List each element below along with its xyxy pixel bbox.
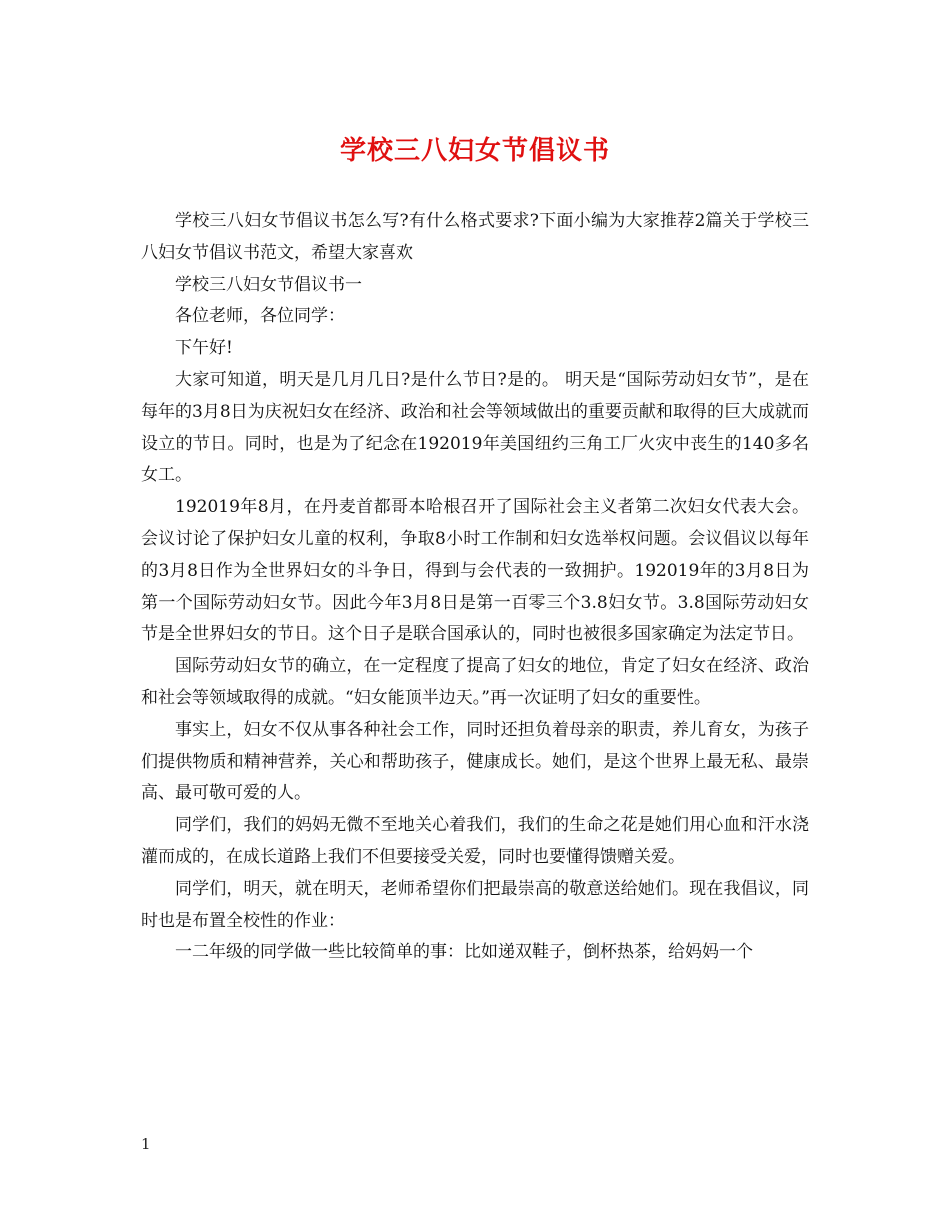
paragraph: 大家可知道，明天是几月几日?是什么节日?是的。 明天是“国际劳动妇女节”，是在每年的3月8日为庆祝妇女在经济、政治和社会等领域做出的重要贡献和取得的巨大成就而设立的节日。同时，也是为了纪念在192019年美国纽约三角工厂火灾中丧生的140多名女工。 [141, 369, 809, 486]
page-number: 1 [141, 1135, 151, 1153]
paragraph: 国际劳动妇女节的确立，在一定程度了提高了妇女的地位，肯定了妇女在经济、政治和社会等领域取得的成就。“妇女能顶半边天。”再一次证明了妇女的重要性。 [141, 656, 809, 708]
paragraph: 192019年8月，在丹麦首都哥本哈根召开了国际社会主义者第二次妇女代表大会。会议讨论了保护妇女儿童的权利，争取8小时工作制和妇女选举权问题。会议倡议以每年的3月8日作为全世界妇女的斗争日，得到与会代表的一致拥护。192019年的3月8日为第一个国际劳动妇女节。因此今年3月8日是第一百零三个3.8妇女节。3.8国际劳动妇女节是全世界妇女的节日。这个日子是联合国承认的，同时也被很多国家确定为法定节日。 [141, 497, 809, 645]
document-title: 学校三八妇女节倡议书 [339, 136, 610, 166]
paragraph-salutation: 各位老师，各位同学： [175, 306, 345, 327]
paragraph: 一二年级的同学做一些比较简单的事：比如递双鞋子，倒杯热茶，给妈妈一个 [175, 942, 753, 963]
paragraph-greeting: 下午好! [175, 338, 233, 359]
paragraph: 事实上，妇女不仅从事各种社会工作，同时还担负着母亲的职责，养儿育女，为孩子们提供物质和精神营养，关心和帮助孩子，健康成长。她们，是这个世界上最无私、最崇高、最可敬可爱的人。 [141, 719, 809, 804]
document-body [141, 206, 809, 969]
paragraph: 同学们，明天，就在明天，老师希望你们把最崇高的敬意送给她们。现在我倡议，同时也是布置全校性的作业： [141, 878, 809, 931]
paragraph-subtitle: 学校三八妇女节倡议书一 [175, 274, 362, 295]
paragraph-intro: 学校三八妇女节倡议书怎么写?有什么格式要求?下面小编为大家推荐2篇关于学校三八妇女节倡议书范文，希望大家喜欢 [141, 211, 809, 263]
paragraph: 同学们，我们的妈妈无微不至地关心着我们，我们的生命之花是她们用心血和汗水浇灌而成的，在成长道路上我们不但要接受关爱，同时也要懂得馈赠关爱。 [141, 815, 809, 867]
